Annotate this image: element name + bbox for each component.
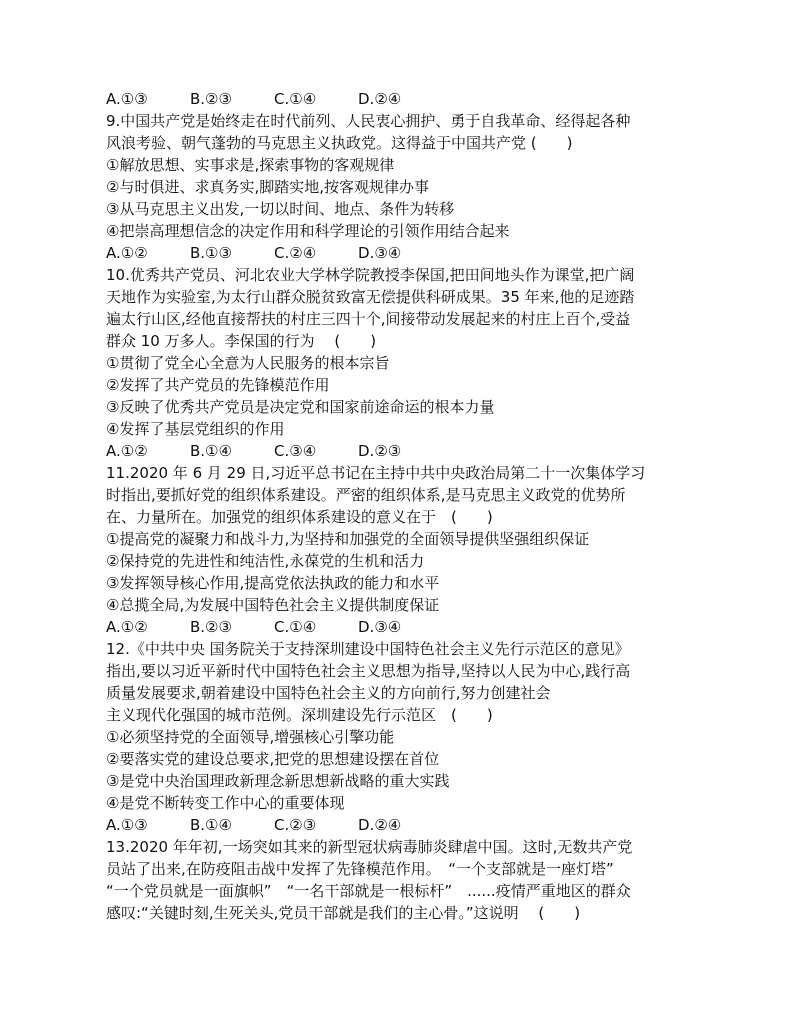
q9-option-a[interactable]: A.①② [106, 244, 148, 262]
question-11 [106, 462, 696, 638]
q12-option-a[interactable]: A.①③ [106, 816, 148, 834]
q10-item: ②发挥了共产党员的先锋模范作用 [106, 376, 330, 394]
q9-item: ①解放思想、实事求是,探索事物的客观规律 [106, 156, 395, 174]
q12-item: ①必须坚持党的全面领导,增强核心引擎功能 [106, 728, 395, 746]
q10-item: ④发挥了基层党组织的作用 [106, 420, 285, 438]
q11-stem-line: 在、力量所在。加强党的组织体系建设的意义在于 ( ) [106, 508, 493, 526]
q9-item: ②与时俱进、求真务实,脚踏实地,按客观规律办事 [106, 178, 429, 196]
q10-option-b[interactable]: B.①④ [190, 442, 232, 460]
q12-item: ③是党中央治国理政新理念新思想新战略的重大实践 [106, 772, 450, 790]
question-9 [106, 110, 696, 264]
q12-stem-line: 主义现代化强国的城市范例。深圳建设先行示范区 ( ) [106, 706, 493, 724]
q8-option-c[interactable]: C.①④ [274, 90, 317, 108]
q10-options [106, 440, 696, 462]
q9-stem-line: 9.中国共产党是始终走在时代前列、人民衷心拥护、勇于自我革命、经得起各种 [106, 112, 631, 130]
q11-option-d[interactable]: D.③④ [358, 618, 402, 636]
q9-item: ③从马克思主义出发,一切以时间、地点、条件为转移 [106, 200, 455, 218]
q10-option-c[interactable]: C.③④ [274, 442, 317, 460]
exam-page [106, 88, 696, 924]
q10-stem-line: 群众 10 万多人。李保国的行为 ( ) [106, 332, 377, 350]
question-13 [106, 836, 696, 924]
q11-option-a[interactable]: A.①② [106, 618, 148, 636]
q8-option-d[interactable]: D.②④ [358, 90, 402, 108]
q9-options [106, 242, 696, 264]
q10-item: ①贯彻了党全心全意为人民服务的根本宗旨 [106, 354, 390, 372]
q11-options [106, 616, 696, 638]
q10-stem-line: 10.优秀共产党员、河北农业大学林学院教授李保国,把田间地头作为课堂,把广阔 [106, 266, 635, 284]
q12-option-c[interactable]: C.②③ [274, 816, 317, 834]
q13-stem-line: “一个党员就是一面旗帜” “一名干部就是一根标杆” ......疫情严重地区的群众 [106, 882, 631, 900]
q11-stem-line: 时指出,要抓好党的组织体系建设。严密的组织体系,是马克思主义政党的优势所 [106, 486, 626, 504]
q10-stem-line: 遍太行山区,经他直接帮扶的村庄三四十个,间接带动发展起来的村庄上百个,受益 [106, 310, 631, 328]
q11-item: ④总揽全局,为发展中国特色社会主义提供制度保证 [106, 596, 440, 614]
q13-stem-line: 感叹:“关键时刻,生死关头,党员干部就是我们的主心骨。”这说明 ( ) [106, 904, 581, 922]
q11-item: ②保持党的先进性和纯洁性,永葆党的生机和活力 [106, 552, 425, 570]
q10-option-d[interactable]: D.②③ [358, 442, 402, 460]
question-12 [106, 638, 696, 836]
q12-option-b[interactable]: B.①④ [190, 816, 232, 834]
q11-option-b[interactable]: B.②③ [190, 618, 232, 636]
q8-option-b[interactable]: B.②③ [190, 90, 232, 108]
q9-option-b[interactable]: B.①③ [190, 244, 232, 262]
q11-stem-line: 11.2020 年 6 月 29 日,习近平总书记在主持中共中央政治局第二十一次集体学习 [106, 464, 646, 482]
q12-stem-line: 指出,要以习近平新时代中国特色社会主义思想为指导,坚持以人民为中心,践行高 [106, 662, 631, 680]
q10-option-a[interactable]: A.①② [106, 442, 148, 460]
q12-stem-line: 12.《中共中央 国务院关于支持深圳建设中国特色社会主义先行示范区的意见》 [106, 640, 630, 658]
q12-item: ②要落实党的建设总要求,把党的思想建设摆在首位 [106, 750, 440, 768]
q10-stem-line: 天地作为实验室,为太行山群众脱贫致富无偿提供科研成果。35 年来,他的足迹踏 [106, 288, 635, 306]
q9-option-d[interactable]: D.③④ [358, 244, 402, 262]
q12-stem-line: 质量发展要求,朝着建设中国特色社会主义的方向前行,努力创建社会 [106, 684, 551, 702]
q12-option-d[interactable]: D.②④ [358, 816, 402, 834]
q13-stem-line: 员站了出来,在防疫阻击战中发挥了先锋模范作用。 “一个支部就是一座灯塔” [106, 860, 614, 878]
q11-item: ①提高党的凝聚力和战斗力,为坚持和加强党的全面领导提供坚强组织保证 [106, 530, 590, 548]
q10-item: ③反映了优秀共产党员是决定党和国家前途命运的根本力量 [106, 398, 495, 416]
question-10 [106, 264, 696, 462]
q13-stem-line: 13.2020 年年初,一场突如其来的新型冠状病毒肺炎肆虐中国。这时,无数共产党 [106, 838, 633, 856]
q9-stem-line: 风浪考验、朝气蓬勃的马克思主义执政党。这得益于中国共产党 ( ) [106, 134, 573, 152]
q12-options [106, 814, 696, 836]
q11-item: ③发挥领导核心作用,提高党依法执政的能力和水平 [106, 574, 440, 592]
q8-options [106, 88, 696, 110]
q11-option-c[interactable]: C.①④ [274, 618, 317, 636]
q9-item: ④把崇高理想信念的决定作用和科学理论的引领作用结合起来 [106, 222, 510, 240]
q8-option-a[interactable]: A.①③ [106, 90, 148, 108]
q12-item: ④是党不断转变工作中心的重要体现 [106, 794, 345, 812]
q9-option-c[interactable]: C.②④ [274, 244, 317, 262]
